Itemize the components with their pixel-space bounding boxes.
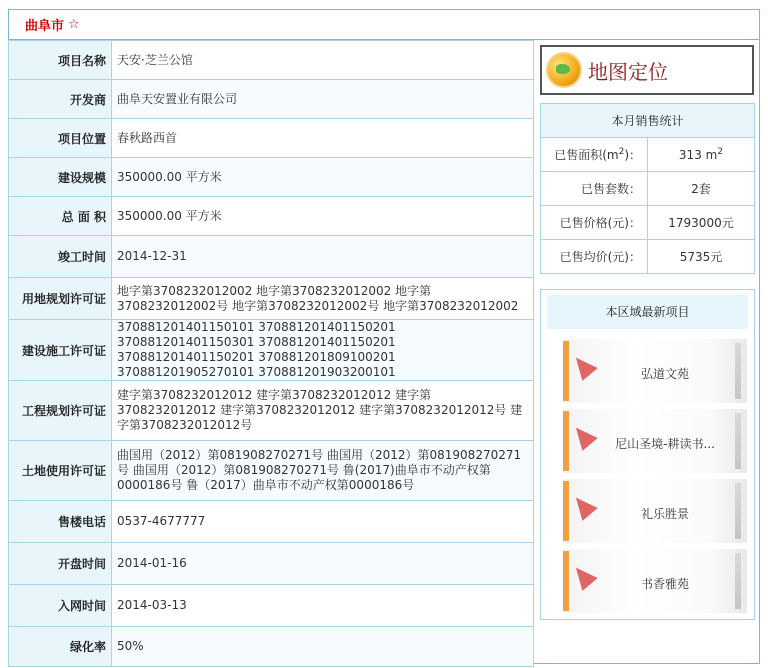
sold-area-label: 已售面积$(m^2)$： [541,138,648,172]
avg-price-label: 已售均价(元)： [541,240,648,274]
info-row [9,236,534,278]
info-label: 项目位置 [9,119,112,158]
sales-stats-table [540,103,755,274]
info-row [9,320,534,381]
new-projects-title: 本区域最新项目 [547,295,748,329]
info-value: 2014-03-13 [112,585,534,627]
favorite-star-icon[interactable]: ☆ [68,17,80,32]
new-project-card[interactable] [563,339,747,403]
info-row [9,501,534,543]
avg-price-value: 5735元 [648,240,755,274]
info-row [9,80,534,119]
city-title: 曲阜市 [25,19,65,34]
info-label: 开盘时间 [9,543,112,585]
new-project-card[interactable] [563,409,747,473]
info-row [9,543,534,585]
info-label: 竣工时间 [9,236,112,278]
info-label: 开发商 [9,80,112,119]
info-label: 入网时间 [9,585,112,627]
info-label: 总 面 积 [9,197,112,236]
info-value: 2014-12-31 [112,236,534,278]
new-projects-panel [540,289,755,620]
info-value: 50% [112,627,534,667]
info-value: 地字第3708232012002 地字第3708232012002 地字第3708232012002号 地字第3708232012002号 地字第3708232012002 [112,278,534,320]
info-row [9,585,534,627]
sold-price-label: 已售价格(元)： [541,206,648,240]
project-info-table [8,40,534,667]
sold-price-value: 1793000元 [648,206,755,240]
new-project-name: 礼乐胜景 [640,507,689,521]
info-label: 土地使用许可证 [9,441,112,501]
info-label: 建设规模 [9,158,112,197]
new-project-card[interactable] [563,549,747,613]
map-locate-label: 地图定位 [588,59,668,84]
info-value: 建字第3708232012012 建字第3708232012012 建字第3708232012012 建字第3708232012012 建字第3708232012012号 建字第3708232012012号 [112,381,534,441]
sales-stats-title: 本月销售统计 [541,104,755,138]
info-value: 曲国用（2012）第081908270271号 曲国用（2012）第081908270271号 曲国用（2012）第081908270271号 鲁(2017)曲阜市不动产权第0000186号 鲁（2017）曲阜市不动产权第0000186号 [112,441,534,501]
info-label: 用地规划许可证 [9,278,112,320]
sold-area-value: 313 $m^2$ [648,138,755,172]
info-row [9,278,534,320]
info-row [9,197,534,236]
info-label: 绿化率 [9,627,112,667]
info-row [9,627,534,667]
new-project-name: 弘道文苑 [640,367,689,381]
sold-count-label: 已售套数： [541,172,648,206]
info-value: 350000.00 平方米 [112,158,534,197]
info-value: 350000.00 平方米 [112,197,534,236]
globe-icon [548,54,580,86]
info-label: 建设施工许可证 [9,320,112,381]
new-project-name: 书香雅苑 [640,577,689,591]
info-row [9,441,534,501]
title-bar [9,10,759,40]
info-value: 370881201401150101 370881201401150201 370881201401150301 370881201401150201 370881201401150201 370881201809100201 370881201905270101 370881201903200101 [112,320,534,381]
info-value: 2014-01-16 [112,543,534,585]
info-value: 曲阜天安置业有限公司 [112,80,534,119]
info-row [9,119,534,158]
map-locate-button[interactable] [540,45,754,95]
info-value: 天安·芝兰公馆 [112,41,534,80]
info-row [9,381,534,441]
info-row [9,158,534,197]
info-label: 项目名称 [9,41,112,80]
info-label: 售楼电话 [9,501,112,543]
info-label: 工程规划许可证 [9,381,112,441]
info-value: 0537-4677777 [112,501,534,543]
info-value: 春秋路西首 [112,119,534,158]
new-project-card[interactable] [563,479,747,543]
sold-count-value: 2套 [648,172,755,206]
new-project-name: 尼山圣境-耕读书... [615,437,715,451]
info-row [9,41,534,80]
